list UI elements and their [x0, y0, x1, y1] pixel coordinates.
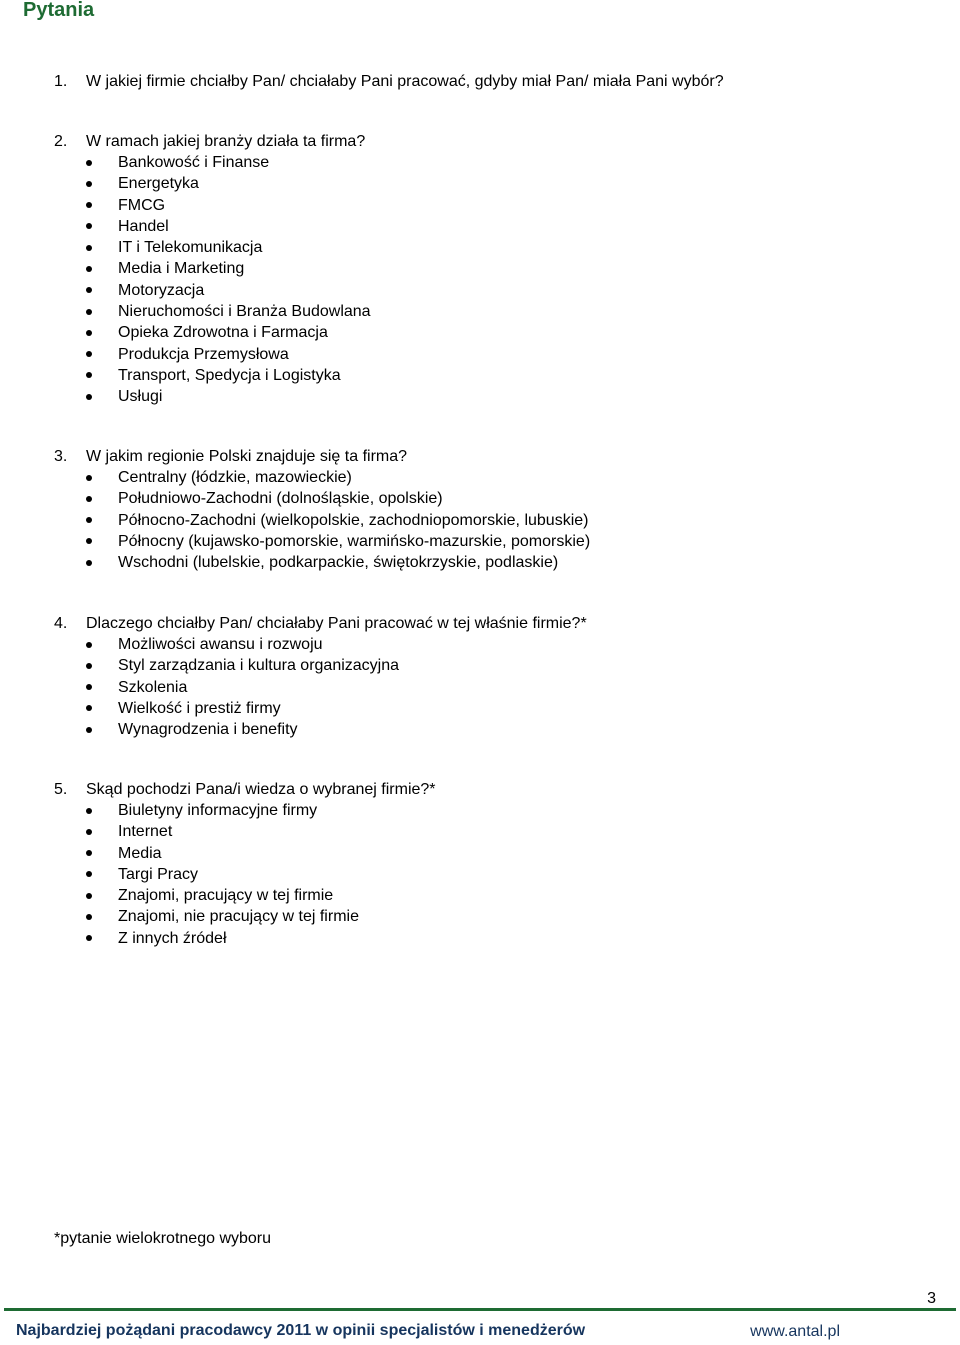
bullet-icon: [86, 181, 92, 187]
footer-divider: [4, 1308, 956, 1311]
list-item-label: Media: [118, 844, 162, 862]
list-item: [86, 467, 590, 488]
list-item-label: Handel: [118, 217, 169, 235]
question-5-options: [86, 800, 359, 949]
list-item-label: Energetyka: [118, 175, 199, 193]
list-item: [86, 677, 399, 698]
question-text: W ramach jakiej branży działa ta firma?: [86, 133, 366, 150]
list-item: [86, 488, 590, 509]
list-item: [86, 510, 590, 531]
bullet-icon: [86, 202, 92, 208]
question-text: W jakiej firmie chciałby Pan/ chciałaby Pani pracować, gdyby miał Pan/ miała Pani wybór?: [86, 73, 724, 90]
question-number: 2.: [54, 133, 68, 150]
list-item: [86, 344, 371, 365]
list-item-label: Wielkość i prestiż firmy: [118, 699, 281, 717]
footer-website: www.antal.pl: [750, 1323, 840, 1340]
bullet-icon: [86, 394, 92, 400]
bullet-icon: [86, 871, 92, 877]
bullet-icon: [86, 914, 92, 920]
list-item-label: Biuletyny informacyjne firmy: [118, 802, 318, 819]
list-item: [86, 280, 371, 301]
list-item-label: Media i Marketing: [118, 260, 245, 278]
list-item: [86, 821, 359, 842]
list-item: [86, 322, 371, 343]
list-item-label: Usługi: [118, 388, 163, 406]
page-title: Pytania: [23, 0, 95, 21]
list-item: [86, 698, 399, 719]
bullet-icon: [86, 160, 92, 166]
list-item-label: Bankowość i Finanse: [118, 154, 270, 171]
bullet-icon: [86, 808, 92, 814]
list-item-label: Możliwości awansu i rozwoju: [118, 636, 323, 653]
list-item-label: Internet: [118, 823, 173, 841]
bullet-icon: [86, 727, 92, 733]
list-item-label: Z innych źródeł: [118, 929, 227, 947]
bullet-icon: [86, 223, 92, 229]
bullet-icon: [86, 893, 92, 899]
list-item: [86, 152, 371, 173]
bullet-icon: [86, 517, 92, 523]
question-text: W jakim regionie Polski znajduje się ta firma?: [86, 448, 408, 465]
list-item: [86, 864, 359, 885]
question-number: 1.: [54, 73, 68, 90]
question-text: Skąd pochodzi Pana/i wiedza o wybranej firmie?*: [86, 781, 436, 798]
bullet-icon: [86, 372, 92, 378]
question-3-options: [86, 467, 590, 573]
list-item: [86, 843, 359, 864]
bullet-icon: [86, 560, 92, 566]
question-2-options: [86, 152, 371, 408]
bullet-icon: [86, 245, 92, 251]
footnote: *pytanie wielokrotnego wyboru: [54, 1230, 272, 1247]
bullet-icon: [86, 351, 92, 357]
list-item: [86, 655, 399, 676]
bullet-icon: [86, 538, 92, 544]
question-2: [54, 131, 365, 152]
bullet-icon: [86, 663, 92, 669]
list-item-label: Znajomi, pracujący w tej firmie: [118, 887, 334, 905]
question-number: 4.: [54, 615, 68, 632]
footer-title: Najbardziej pożądani pracodawcy 2011 w opinii specjalistów i menedżerów: [16, 1322, 586, 1339]
list-item: [86, 386, 371, 407]
list-item-label: Północny (kujawsko-pomorskie, warmińsko-mazurskie, pomorskie): [118, 532, 591, 550]
bullet-icon: [86, 330, 92, 336]
bullet-icon: [86, 266, 92, 272]
list-item-label: IT i Telekomunikacja: [118, 239, 263, 257]
bullet-icon: [86, 309, 92, 315]
list-item: [86, 195, 371, 216]
question-4: [54, 613, 587, 634]
bullet-icon: [86, 642, 92, 648]
bullet-icon: [86, 475, 92, 481]
list-item-label: FMCG: [118, 196, 166, 214]
bullet-icon: [86, 705, 92, 711]
bullet-icon: [86, 684, 92, 690]
question-number: 3.: [54, 448, 68, 465]
bullet-icon: [86, 496, 92, 502]
question-1: [54, 71, 724, 92]
bullet-icon: [86, 287, 92, 293]
list-item-label: Wschodni (lubelskie, podkarpackie, świętokrzyskie, podlaskie): [118, 554, 559, 572]
list-item: [86, 634, 399, 655]
list-item-label: Południowo-Zachodni (dolnośląskie, opolskie): [118, 490, 443, 508]
list-item-label: Wynagrodzenia i benefity: [118, 721, 298, 739]
list-item: [86, 531, 590, 552]
bullet-icon: [86, 935, 92, 941]
list-item: [86, 258, 371, 279]
list-item-label: Centralny (łódzkie, mazowieckie): [118, 469, 352, 486]
list-item-label: Transport, Spedycja i Logistyka: [118, 366, 341, 384]
question-5: [54, 779, 436, 800]
list-item-label: Styl zarządzania i kultura organizacyjna: [118, 657, 400, 675]
list-item-label: Produkcja Przemysłowa: [118, 345, 289, 363]
list-item: [86, 906, 359, 927]
list-item-label: Nieruchomości i Branża Budowlana: [118, 303, 371, 321]
list-item: [86, 216, 371, 237]
list-item: [86, 365, 371, 386]
question-text: Dlaczego chciałby Pan/ chciałaby Pani pracować w tej właśnie firmie?*: [86, 615, 587, 632]
list-item: [86, 719, 399, 740]
list-item-label: Północno-Zachodni (wielkopolskie, zachodniopomorskie, lubuskie): [118, 511, 589, 529]
question-number: 5.: [54, 781, 68, 798]
page-number: 3: [927, 1290, 936, 1307]
bullet-icon: [86, 850, 92, 856]
list-item: [86, 301, 371, 322]
list-item: [86, 173, 371, 194]
list-item: [86, 800, 359, 821]
list-item-label: Znajomi, nie pracujący w tej firmie: [118, 908, 359, 926]
question-3: [54, 446, 407, 467]
list-item-label: Motoryzacja: [118, 281, 205, 299]
list-item: [86, 552, 590, 573]
list-item: [86, 885, 359, 906]
list-item: [86, 237, 371, 258]
question-4-options: [86, 634, 399, 740]
list-item: [86, 928, 359, 949]
list-item-label: Opieka Zdrowotna i Farmacja: [118, 324, 328, 342]
list-item-label: Szkolenia: [118, 678, 188, 696]
bullet-icon: [86, 829, 92, 835]
list-item-label: Targi Pracy: [118, 865, 199, 883]
